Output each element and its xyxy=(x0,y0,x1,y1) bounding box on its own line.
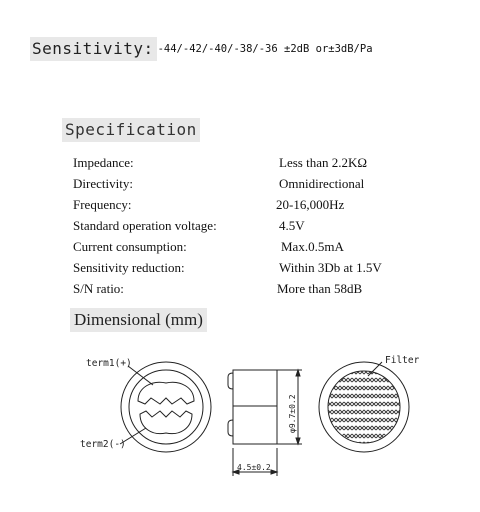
height-label: 4.5±0.2 xyxy=(237,463,271,472)
specification-title: Specification xyxy=(62,118,200,142)
front-view xyxy=(319,362,409,452)
sensitivity-values: -44/-42/-40/-38/-36 ±2dB or±3dB/Pa xyxy=(157,43,373,55)
spec-row-sensitivity-reduction xyxy=(73,257,433,278)
filter-label: Filter xyxy=(385,355,420,366)
spec-name: S/N ratio: xyxy=(73,281,124,296)
term1-label: term1(+) xyxy=(86,358,132,369)
spec-row-sn-ratio xyxy=(73,278,433,299)
diameter-label: φ9.7±0.2 xyxy=(288,394,297,433)
spec-value: Within 3Db at 1.5V xyxy=(279,260,382,275)
spec-row-directivity xyxy=(73,173,433,194)
spec-name: Frequency: xyxy=(73,197,132,212)
spec-value: 4.5V xyxy=(279,218,305,233)
spec-name: Sensitivity reduction: xyxy=(73,260,185,275)
filter-mesh xyxy=(326,369,402,445)
sensitivity-label: Sensitivity: xyxy=(30,37,157,61)
spec-value: 20-16,000Hz xyxy=(276,197,345,212)
spec-value: Omnidirectional xyxy=(279,176,365,191)
spec-name: Directivity: xyxy=(73,176,133,191)
dimensional-drawing xyxy=(0,340,480,490)
spec-name: Current consumption: xyxy=(73,239,187,254)
term2-label: term2(-) xyxy=(80,439,126,450)
specification-table xyxy=(73,152,433,299)
spec-row-voltage xyxy=(73,215,433,236)
sensitivity-line xyxy=(30,37,373,61)
spec-row-impedance xyxy=(73,152,433,173)
spec-name: Standard operation voltage: xyxy=(73,218,217,233)
spec-value: Max.0.5mA xyxy=(281,239,344,254)
dimensional-title: Dimensional (mm) xyxy=(70,308,207,332)
spec-name: Impedance: xyxy=(73,155,134,170)
back-view xyxy=(120,362,211,452)
spec-row-frequency xyxy=(73,194,433,215)
spec-value: Less than 2.2KΩ xyxy=(279,155,368,170)
spec-row-current xyxy=(73,236,433,257)
spec-value: More than 58dB xyxy=(277,281,363,296)
